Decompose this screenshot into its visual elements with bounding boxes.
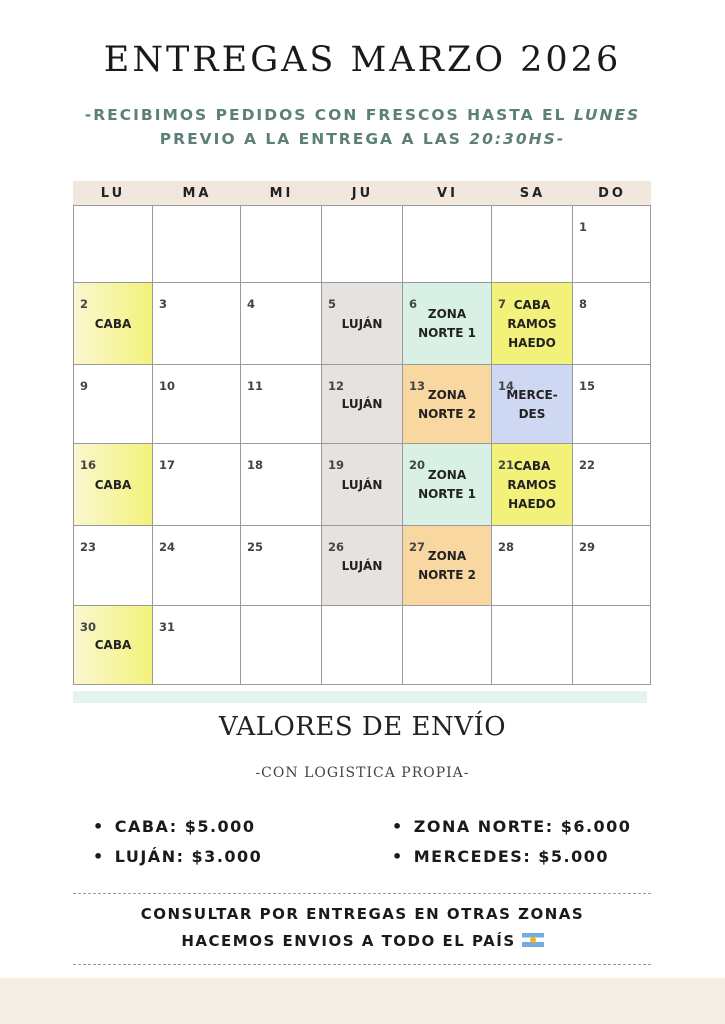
- day-number: 29: [579, 540, 596, 554]
- day-number: 28: [498, 540, 515, 554]
- subtitle-emphasis-lunes: LUNES: [573, 106, 641, 124]
- price-item-zona-norte: [392, 817, 631, 836]
- day-number: 21: [498, 458, 515, 472]
- day-number: 11: [247, 379, 264, 393]
- calendar-day-cell: [403, 283, 492, 365]
- day-number: 18: [247, 458, 264, 472]
- zone-label-line: CABA: [94, 638, 132, 652]
- calendar-day-cell: [73, 283, 153, 365]
- calendar-day-cell: [573, 283, 651, 365]
- subtitle-emphasis-time: 20:30HS-: [469, 130, 566, 148]
- calendar-day-cell: [573, 606, 651, 685]
- day-number: 15: [579, 379, 596, 393]
- delivery-zone: [74, 476, 152, 495]
- weekday-label: MI: [269, 186, 294, 201]
- dashed-divider-bottom: [73, 964, 651, 965]
- zone-label-line: NORTE 2: [418, 407, 476, 421]
- zone-label-line: ZONA: [427, 388, 467, 402]
- day-number: 16: [80, 458, 97, 472]
- calendar-day-cell: [322, 283, 403, 365]
- day-number: 4: [247, 297, 256, 311]
- calendar-day-cell: [153, 283, 241, 365]
- calendar-day-cell: [403, 444, 492, 526]
- calendar-day-cell: [73, 444, 153, 526]
- zone-label-line: ZONA: [427, 468, 467, 482]
- delivery-zone: [74, 636, 152, 655]
- delivery-zone: [322, 395, 402, 414]
- zone-label-line: LUJÁN: [341, 478, 383, 492]
- zone-label-line: HAEDO: [508, 336, 556, 350]
- calendar-day-cell: [241, 444, 322, 526]
- day-number: 31: [159, 620, 176, 634]
- day-number: 25: [247, 540, 264, 554]
- calendar-day-cell: [153, 526, 241, 606]
- zone-label-line: RAMOS: [507, 317, 557, 331]
- calendar-day-cell: [573, 444, 651, 526]
- zone-label-line: MERCE-: [506, 388, 558, 402]
- day-number: 17: [159, 458, 176, 472]
- subtitle-line-2: [0, 130, 725, 148]
- day-number: 5: [328, 297, 337, 311]
- calendar-day-cell: [241, 283, 322, 365]
- zone-label-line: NORTE 1: [418, 326, 476, 340]
- calendar-day-cell: [241, 606, 322, 685]
- price-item-caba: [93, 817, 255, 836]
- zone-label-line: HAEDO: [508, 497, 556, 511]
- calendar-day-cell: [403, 606, 492, 685]
- footer-line-1: CONSULTAR POR ENTREGAS EN OTRAS ZONAS: [140, 905, 585, 923]
- bullet-icon: •: [93, 817, 105, 836]
- calendar-day-cell: [492, 444, 573, 526]
- zone-label-line: LUJÁN: [341, 317, 383, 331]
- calendar-day-cell: [241, 526, 322, 606]
- price-text: ZONA NORTE: $6.000: [413, 817, 632, 836]
- calendar-day-cell: [492, 205, 573, 283]
- zone-label-line: NORTE 2: [418, 568, 476, 582]
- page-title: ENTREGAS MARZO 2026: [103, 40, 622, 80]
- delivery-zone: [492, 457, 572, 514]
- bullet-icon: •: [93, 847, 105, 866]
- day-number: 13: [409, 379, 426, 393]
- delivery-zone: [74, 315, 152, 334]
- bullet-icon: •: [392, 817, 404, 836]
- calendar-day-cell: [153, 606, 241, 685]
- delivery-zone: [492, 296, 572, 353]
- weekday-label: VI: [437, 186, 458, 201]
- price-item-lujan: [93, 847, 262, 866]
- calendar-day-cell: [241, 365, 322, 444]
- zone-label-line: ZONA: [427, 549, 467, 563]
- calendar-day-cell: [322, 606, 403, 685]
- calendar-day-cell: [403, 365, 492, 444]
- zone-label-line: CABA: [94, 317, 132, 331]
- zone-label-line: CABA: [94, 478, 132, 492]
- calendar-day-cell: [241, 205, 322, 283]
- delivery-zone: [403, 466, 491, 504]
- calendar-day-cell: [322, 365, 403, 444]
- zone-label-line: LUJÁN: [341, 397, 383, 411]
- price-text: CABA: $5.000: [114, 817, 256, 836]
- calendar-day-cell: [73, 205, 153, 283]
- calendar-day-cell: [492, 606, 573, 685]
- zone-label-line: CABA: [513, 459, 551, 473]
- calendar-day-cell: [573, 526, 651, 606]
- weekday-header: [73, 181, 651, 205]
- day-number: 1: [579, 220, 588, 234]
- subtitle-line-1-text: -RECIBIMOS PEDIDOS CON FRESCOS HASTA EL: [84, 106, 574, 124]
- calendar-day-cell: [73, 365, 153, 444]
- calendar-day-cell: [573, 365, 651, 444]
- delivery-zone: [403, 386, 491, 424]
- delivery-zone: [322, 315, 402, 334]
- calendar-day-cell: [73, 606, 153, 685]
- weekday-label: MA: [182, 186, 212, 201]
- subtitle-line-1: [0, 106, 725, 124]
- price-item-mercedes: [392, 847, 609, 866]
- day-number: 3: [159, 297, 168, 311]
- argentina-flag-icon: [522, 933, 544, 947]
- divider-bar: [73, 691, 647, 703]
- calendar-day-cell: [73, 526, 153, 606]
- calendar-day-cell: [322, 205, 403, 283]
- weekday-label: SA: [519, 186, 546, 201]
- calendar-day-cell: [492, 283, 573, 365]
- footer-line-2-text: HACEMOS ENVIOS A TODO EL PAÍS: [181, 932, 516, 950]
- calendar-grid: [73, 205, 651, 685]
- day-number: 23: [80, 540, 97, 554]
- zone-label-line: RAMOS: [507, 478, 557, 492]
- zone-label-line: CABA: [513, 298, 551, 312]
- weekday-label: LU: [100, 186, 126, 201]
- calendar-day-cell: [492, 526, 573, 606]
- footer-line-2: [0, 932, 725, 950]
- calendar-day-cell: [492, 365, 573, 444]
- calendar-day-cell: [153, 205, 241, 283]
- calendar-day-cell: [403, 205, 492, 283]
- shipping-subheading: -CON LOGISTICA PROPIA-: [255, 765, 470, 781]
- dashed-divider-top: [73, 893, 651, 894]
- calendar-day-cell: [573, 205, 651, 283]
- subtitle-line-2-text: PREVIO A LA ENTREGA A LAS: [159, 130, 470, 148]
- day-number: 10: [159, 379, 176, 393]
- bullet-icon: •: [392, 847, 404, 866]
- day-number: 8: [579, 297, 588, 311]
- calendar-day-cell: [322, 444, 403, 526]
- day-number: 12: [328, 379, 345, 393]
- calendar-day-cell: [153, 365, 241, 444]
- day-number: 19: [328, 458, 345, 472]
- day-number: 2: [80, 297, 89, 311]
- zone-label-line: LUJÁN: [341, 559, 383, 573]
- day-number: 7: [498, 297, 507, 311]
- weekday-label: DO: [598, 186, 626, 201]
- zone-label-line: DES: [518, 407, 546, 421]
- day-number: 22: [579, 458, 596, 472]
- footer-band: [0, 978, 725, 1024]
- day-number: 14: [498, 379, 515, 393]
- calendar-day-cell: [403, 526, 492, 606]
- day-number: 27: [409, 540, 426, 554]
- day-number: 9: [80, 379, 89, 393]
- calendar-day-cell: [153, 444, 241, 526]
- day-number: 30: [80, 620, 97, 634]
- day-number: 24: [159, 540, 176, 554]
- delivery-zone: [403, 305, 491, 343]
- delivery-zone: [322, 557, 402, 576]
- calendar-day-cell: [322, 526, 403, 606]
- delivery-zone: [403, 547, 491, 585]
- delivery-zone: [492, 386, 572, 424]
- day-number: 26: [328, 540, 345, 554]
- shipping-heading: VALORES DE ENVÍO: [218, 712, 507, 742]
- delivery-zone: [322, 476, 402, 495]
- price-text: MERCEDES: $5.000: [413, 847, 610, 866]
- weekday-label: JU: [351, 186, 374, 201]
- zone-label-line: ZONA: [427, 307, 467, 321]
- day-number: 6: [409, 297, 418, 311]
- day-number: 20: [409, 458, 426, 472]
- price-text: LUJÁN: $3.000: [114, 847, 263, 866]
- zone-label-line: NORTE 1: [418, 487, 476, 501]
